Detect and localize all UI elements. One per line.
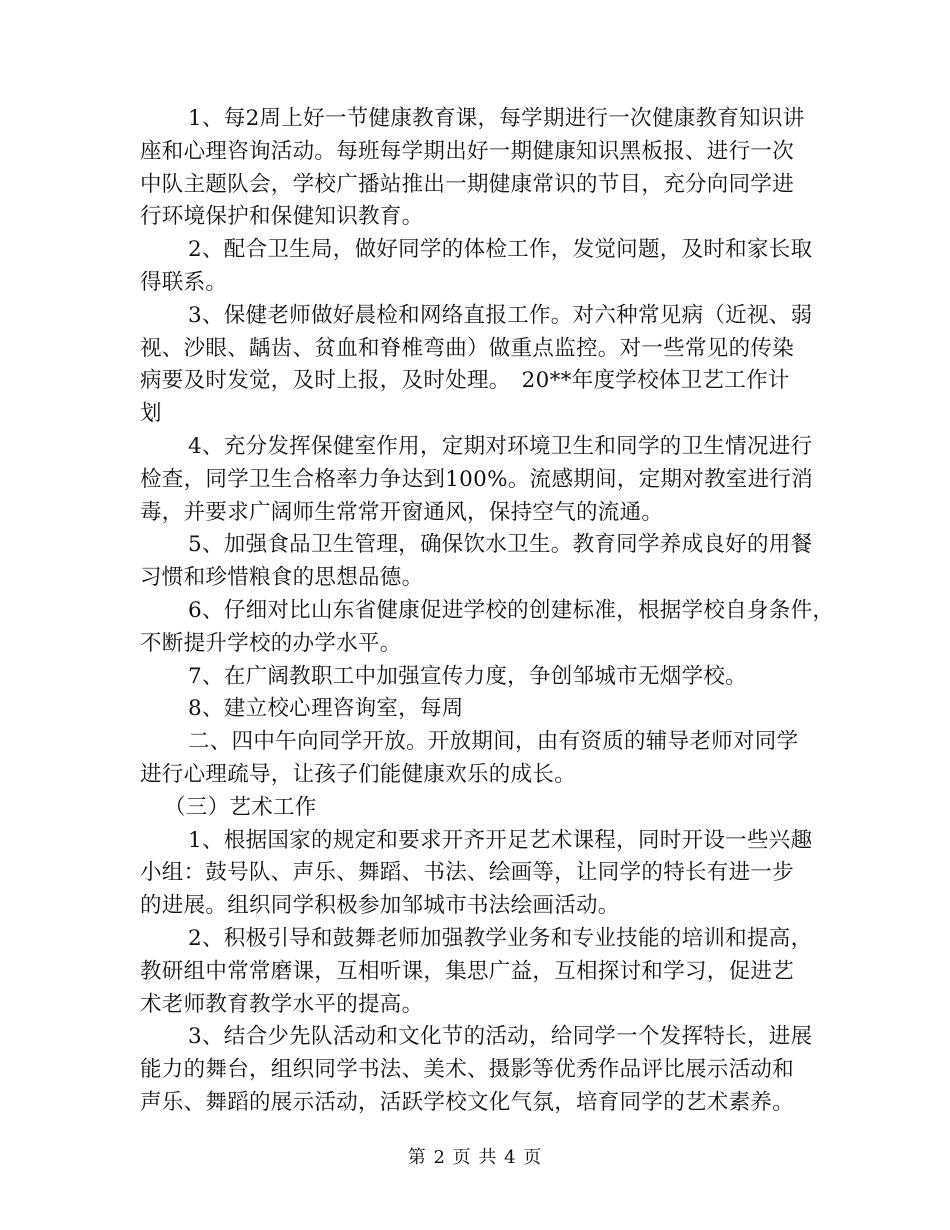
text-line: 4、充分发挥保健室作用，定期对环境卫生和同学的卫生情况进行: [188, 433, 813, 459]
text-line: 术老师教育教学水平的提高。: [140, 991, 424, 1017]
text-line: 6、仔细对比山东省健康促进学校的创建标准，根据学校自身条件，: [188, 597, 835, 623]
text-line: 病要及时发觉，及时上报，及时处理。 20**年度学校体卫艺工作计: [140, 368, 790, 394]
text-line: 3、结合少先队活动和文化节的活动，给同学一个发挥特长，进展: [188, 1024, 813, 1050]
text-line: 划: [140, 401, 162, 427]
page-footer: 第 2 页 共 4 页: [407, 1147, 543, 1168]
text-line: 2、配合卫生局，做好同学的体检工作，发觉问题，及时和家长取: [188, 237, 813, 263]
text-line: 得联系。: [140, 269, 228, 295]
text-line: 的进展。组织同学积极参加邹城市书法绘画活动。: [140, 893, 620, 919]
text-line: 教研组中常常磨课，互相听课，集思广益，互相探讨和学习，促进艺: [140, 958, 795, 984]
text-line: 视、沙眼、龋齿、贫血和脊椎弯曲）做重点监控。对一些常见的传染: [140, 335, 795, 361]
text-line: 不断提升学校的办学水平。: [140, 630, 402, 656]
document-body: [140, 103, 835, 1120]
text-line: 检查，同学卫生合格率力争达到100%。流感期间，定期对教室进行消: [140, 466, 814, 492]
text-line: 能力的舞台，组织同学书法、美术、摄影等优秀作品评比展示活动和: [140, 1057, 795, 1083]
text-line: 中队主题队会，学校广播站推出一期健康常识的节目，充分向同学进: [140, 171, 795, 197]
text-line: 2、积极引导和鼓舞老师加强教学业务和专业技能的培训和提高，: [188, 925, 813, 951]
text-line: 座和心理咨询活动。每班每学期出好一期健康知识黑板报、进行一次: [140, 138, 795, 164]
text-line: 5、加强食品卫生管理，确保饮水卫生。教育同学养成良好的用餐: [188, 532, 813, 558]
text-line: 1、根据国家的规定和要求开齐开足艺术课程，同时开设一些兴趣: [188, 827, 813, 853]
text-line: 声乐、舞蹈的展示活动，活跃学校文化气氛，培育同学的艺术素养。: [140, 1089, 795, 1115]
text-line: 1、每2周上好一节健康教育课，每学期进行一次健康教育知识讲: [188, 106, 805, 131]
text-line: 8、建立校心理咨询室，每周: [188, 696, 464, 722]
text-line: 小组：鼓号队、声乐、舞蹈、书法、绘画等，让同学的特长有进一步: [140, 860, 795, 886]
text-line: 毒，并要求广阔师生常常开窗通风，保持空气的流通。: [140, 499, 664, 525]
text-line: 7、在广阔教职工中加强宣传力度，争创邹城市无烟学校。: [188, 663, 747, 689]
text-line: 3、保健老师做好晨检和网络直报工作。对六种常见病（近视、弱: [188, 302, 813, 328]
text-line: 进行心理疏导，让孩子们能健康欢乐的成长。: [140, 761, 577, 787]
text-line: 行环境保护和保健知识教育。: [140, 204, 424, 230]
text-line: 二、四中午向同学开放。开放期间，由有资质的辅导老师对同学: [188, 729, 799, 755]
text-line: （三）艺术工作: [164, 794, 317, 820]
text-line: 习惯和珍惜粮食的思想品德。: [140, 565, 424, 591]
